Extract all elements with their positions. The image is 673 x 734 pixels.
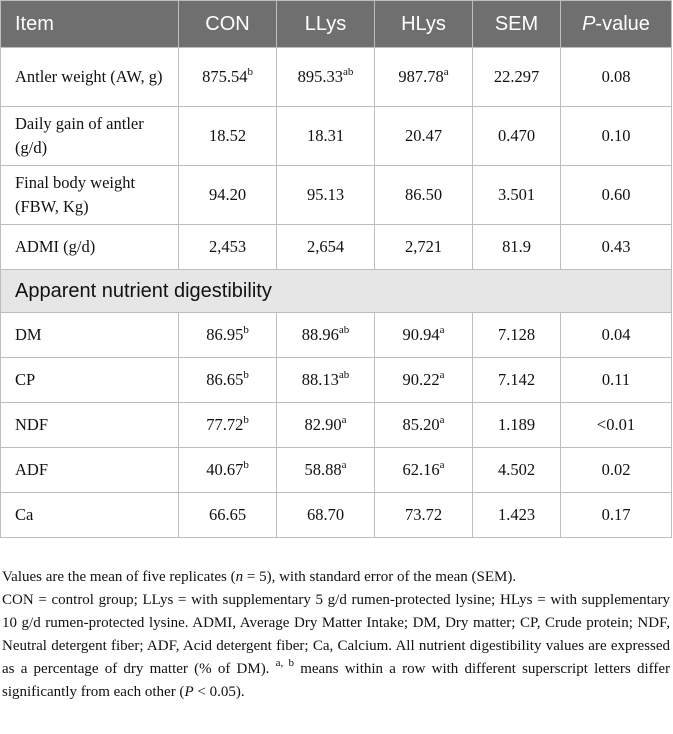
superscript: a xyxy=(439,459,445,471)
cell-sem: 4.502 xyxy=(473,448,561,493)
table-row xyxy=(1,493,672,538)
cell-llys: 68.70 xyxy=(277,493,375,538)
cell-hlys: 2,721 xyxy=(375,225,473,270)
table-footnote xyxy=(2,566,670,704)
cell-con: 18.52 xyxy=(179,107,277,166)
cell-hlys: 20.47 xyxy=(375,107,473,166)
table-row xyxy=(1,166,672,225)
cell-pvalue: 0.08 xyxy=(561,48,672,107)
pvalue-italic-p: P xyxy=(582,12,596,35)
cell-con: 94.20 xyxy=(179,166,277,225)
table-row xyxy=(1,358,672,403)
superscript: a xyxy=(341,459,347,471)
cell-con: 2,453 xyxy=(179,225,277,270)
cell-llys: 95.13 xyxy=(277,166,375,225)
superscript: b xyxy=(243,459,249,471)
cell-hlys: 85.20$^a$ xyxy=(375,403,473,448)
cell-con: 66.65 xyxy=(179,493,277,538)
cell-con: 40.67$^b$ xyxy=(179,448,277,493)
col-item-header: Item xyxy=(1,1,179,48)
superscript: a xyxy=(443,66,449,78)
cell-pvalue: 0.43 xyxy=(561,225,672,270)
cell-llys: 88.96$^{ab}$ xyxy=(277,313,375,358)
cell-sem: 3.501 xyxy=(473,166,561,225)
row-label: CP xyxy=(1,358,179,403)
cell-pvalue: <0.01 xyxy=(561,403,672,448)
cell-pvalue: 0.04 xyxy=(561,313,672,358)
col-con-header: CON xyxy=(179,1,277,48)
superscript: b xyxy=(243,324,249,336)
section-header-row xyxy=(1,270,672,313)
col-llys-header: LLys xyxy=(277,1,375,48)
superscript: ab xyxy=(338,324,350,336)
header-row xyxy=(1,1,672,48)
cell-sem: 0.470 xyxy=(473,107,561,166)
cell-llys: 895.33$^{ab}$ xyxy=(277,48,375,107)
col-hlys-header: HLys xyxy=(375,1,473,48)
cell-sem: 7.142 xyxy=(473,358,561,403)
pvalue-rest: -value xyxy=(595,12,650,35)
table-row xyxy=(1,448,672,493)
row-label: Final body weight (FBW, Kg) xyxy=(1,166,179,225)
section-title: Apparent nutrient digestibility xyxy=(1,270,672,313)
row-label: ADMI (g/d) xyxy=(1,225,179,270)
table-row xyxy=(1,225,672,270)
cell-con: 86.95$^b$ xyxy=(179,313,277,358)
cell-con: 875.54$^b$ xyxy=(179,48,277,107)
cell-llys: 88.13$^{ab}$ xyxy=(277,358,375,403)
row-label: Daily gain of antler (g/d) xyxy=(1,107,179,166)
superscript: a xyxy=(341,414,347,426)
cell-llys: 58.88$^a$ xyxy=(277,448,375,493)
cell-con: 86.65$^b$ xyxy=(179,358,277,403)
cell-pvalue: 0.10 xyxy=(561,107,672,166)
cell-sem: 7.128 xyxy=(473,313,561,358)
superscript: b xyxy=(243,369,249,381)
table-row xyxy=(1,107,672,166)
superscript: a xyxy=(439,369,445,381)
superscript: b xyxy=(243,414,249,426)
cell-sem: 22.297 xyxy=(473,48,561,107)
cell-sem: 1.423 xyxy=(473,493,561,538)
cell-pvalue: 0.11 xyxy=(561,358,672,403)
row-label: Antler weight (AW, g) xyxy=(1,48,179,107)
cell-sem: 1.189 xyxy=(473,403,561,448)
cell-llys: 82.90$^a$ xyxy=(277,403,375,448)
cell-llys: 2,654 xyxy=(277,225,375,270)
cell-pvalue: 0.02 xyxy=(561,448,672,493)
cell-con: 77.72$^b$ xyxy=(179,403,277,448)
col-sem-header: SEM xyxy=(473,1,561,48)
cell-hlys: 90.94$^a$ xyxy=(375,313,473,358)
superscript: a xyxy=(439,414,445,426)
cell-pvalue: 0.60 xyxy=(561,166,672,225)
cell-hlys: 86.50 xyxy=(375,166,473,225)
cell-hlys: 987.78$^a$ xyxy=(375,48,473,107)
row-label: DM xyxy=(1,313,179,358)
superscript: ab xyxy=(338,369,350,381)
superscript: ab xyxy=(342,66,354,78)
row-label: ADF xyxy=(1,448,179,493)
cell-hlys: 73.72 xyxy=(375,493,473,538)
table-row xyxy=(1,313,672,358)
footnote-superscript: a, b xyxy=(275,657,294,669)
cell-pvalue: 0.17 xyxy=(561,493,672,538)
cell-llys: 18.31 xyxy=(277,107,375,166)
col-pvalue-header xyxy=(561,1,672,48)
footnote-line-abbreviations: CON = control group; LLys = with supplementary 5 g/d rumen-protected lysine; HLys = with supplementary 10 g/d rumen-protected lysine. ADMI, Average Dry Matter Intake; DM, Dry matter; CP, Crude protein; NDF, Neutral detergent fiber; ADF, Acid detergent fiber; Ca, Calcium. All nutrient digestibility values are expressed as a percentage of dry matter (% of DM). $^{a, b}$ means within a row with different superscript letters differ significantly from each other (P < 0.05). xyxy=(2,592,670,700)
row-label: NDF xyxy=(1,403,179,448)
cell-hlys: 62.16$^a$ xyxy=(375,448,473,493)
cell-hlys: 90.22$^a$ xyxy=(375,358,473,403)
table-row xyxy=(1,403,672,448)
table-row xyxy=(1,48,672,107)
cell-sem: 81.9 xyxy=(473,225,561,270)
superscript: b xyxy=(247,66,253,78)
superscript: a xyxy=(439,324,445,336)
row-label: Ca xyxy=(1,493,179,538)
footnote-line-replicates: Values are the mean of five replicates (n = 5), with standard error of the mean (SEM). xyxy=(2,569,517,585)
